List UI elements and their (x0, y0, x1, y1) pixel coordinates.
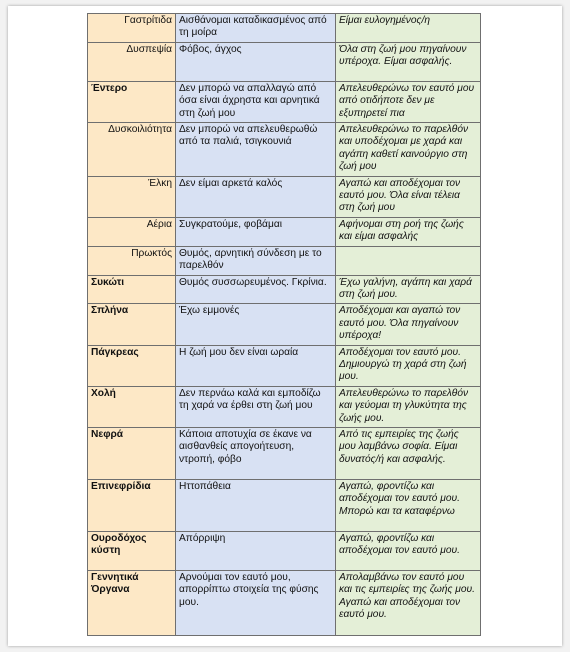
organ-cell: Γαστρίτιδα (88, 14, 176, 43)
cause-cell: Θυμός συσσωρευμένος. Γκρίνια. (176, 275, 336, 304)
affirmation-cell: Αγαπώ, φροντίζω και αποδέχομαι τον εαυτό μου. (336, 531, 481, 570)
organ-cell: Νεφρά (88, 427, 176, 479)
affirmation-cell: Απελευθερώνω τον εαυτό μου από οτιδήποτε δεν με εξυπηρετεί πια (336, 81, 481, 122)
organ-cell: Δυσκοιλιότητα (88, 123, 176, 177)
table-row (88, 304, 481, 345)
cause-cell: Δεν μπορώ να απαλλαγώ από όσα είναι άχρηστα και αρνητικά στη ζωή μου (176, 81, 336, 122)
table-row (88, 123, 481, 177)
table-row (88, 275, 481, 304)
cause-cell: Αισθάνομαι καταδικασμένος από τη μοίρα (176, 14, 336, 43)
cause-cell: Απόρριψη (176, 531, 336, 570)
affirmation-cell: Αποδέχομαι τον εαυτό μου. Δημιουργώ τη χαρά στη ζωή μου. (336, 345, 481, 386)
organ-cell: Πάγκρεας (88, 345, 176, 386)
table-row (88, 217, 481, 246)
affirmation-cell: Απελευθερώνω το παρελθόν και υποδέχομαι με χαρά και αγάπη καθετί καινούργιο στη ζωή μου (336, 123, 481, 177)
table-row (88, 427, 481, 479)
organ-cell: Ουροδόχος κύστη (88, 531, 176, 570)
organ-cell: Γεννητικά Όργανα (88, 570, 176, 635)
cause-cell: Δεν περνάω καλά και εμποδίζω τη χαρά να έρθει στη ζωή μου (176, 386, 336, 427)
cause-cell: Η ζωή μου δεν είναι ωραία (176, 345, 336, 386)
cause-cell: Δεν είμαι αρκετά καλός (176, 176, 336, 217)
organ-cell: Συκώτι (88, 275, 176, 304)
organ-cell: Επινεφρίδια (88, 479, 176, 531)
organ-cell: Σπλήνα (88, 304, 176, 345)
cause-cell: Δεν μπορώ να απελευθερωθώ από τα παλιά, τσιγκουνιά (176, 123, 336, 177)
cause-cell: Συγκρατούμε, φοβάμαι (176, 217, 336, 246)
table-row (88, 479, 481, 531)
affirmation-cell: Απολαμβάνω τον εαυτό μου και τις εμπειρίες της ζωής μου. Αγαπώ και αποδέχομαι τον εαυτό μου. (336, 570, 481, 635)
organ-cell: Πρωκτός (88, 246, 176, 275)
cause-cell: Αρνούμαι τον εαυτό μου, απορρίπτω στοιχεία της φύσης μου. (176, 570, 336, 635)
affirmation-cell (336, 246, 481, 275)
cause-cell: Θυμός, αρνητική σύνδεση με το παρελθόν (176, 246, 336, 275)
affirmation-cell: Είμαι ευλογημένος/η (336, 14, 481, 43)
cause-cell: Ηττοπάθεια (176, 479, 336, 531)
cause-cell: Κάποια αποτυχία σε έκανε να αισθανθείς απογοήτευση, ντροπή, φόβο (176, 427, 336, 479)
cause-cell: Έχω εμμονές (176, 304, 336, 345)
organ-cell: Έλκη (88, 176, 176, 217)
table-row (88, 81, 481, 122)
organ-cell: Αέρια (88, 217, 176, 246)
affirmation-cell: Έχω γαλήνη, αγάπη και χαρά στη ζωή μου. (336, 275, 481, 304)
affirmation-cell: Όλα στη ζωή μου πηγαίνουν υπέροχα. Είμαι ασφαλής. (336, 42, 481, 81)
affirmation-cell: Αποδέχομαι και αγαπώ τον εαυτό μου. Όλα πηγαίνουν υπέροχα! (336, 304, 481, 345)
organ-cell: Δυσπεψία (88, 42, 176, 81)
affirmation-cell: Αγαπώ, φροντίζω και αποδέχομαι τον εαυτό μου. Μπορώ και τα καταφέρνω (336, 479, 481, 531)
table-row (88, 176, 481, 217)
affirmation-cell: Από τις εμπειρίες της ζωής μου λαμβάνω σοφία. Είμαι δυνατός/ή και ασφαλής. (336, 427, 481, 479)
organ-table (87, 13, 481, 636)
table-row (88, 14, 481, 43)
table-row (88, 345, 481, 386)
affirmation-cell: Απελευθερώνω το παρελθόν και γεύομαι τη γλυκύτητα της ζωής μου. (336, 386, 481, 427)
cause-cell: Φόβος, άγχος (176, 42, 336, 81)
table-row (88, 531, 481, 570)
table-row (88, 570, 481, 635)
affirmation-cell: Αφήνομαι στη ροή της ζωής και είμαι ασφαλής (336, 217, 481, 246)
document-page (8, 6, 562, 646)
organ-table-body (88, 14, 481, 636)
organ-cell: Χολή (88, 386, 176, 427)
affirmation-cell: Αγαπώ και αποδέχομαι τον εαυτό μου. Όλα είναι τέλεια στη ζωή μου (336, 176, 481, 217)
organ-cell: Έντερο (88, 81, 176, 122)
table-row (88, 386, 481, 427)
table-row (88, 42, 481, 81)
table-row (88, 246, 481, 275)
